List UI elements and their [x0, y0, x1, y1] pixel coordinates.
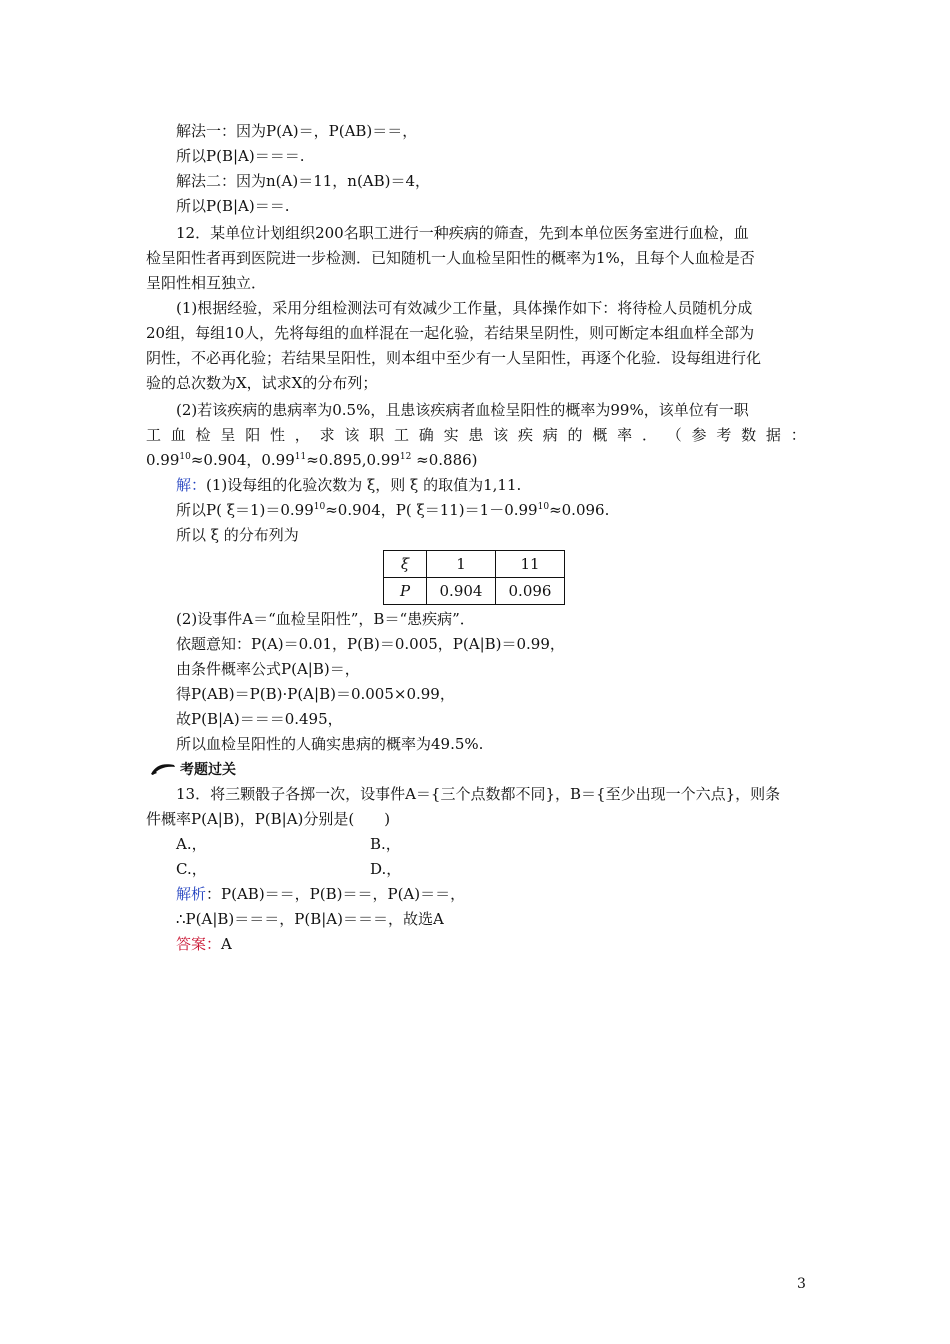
table-row: [384, 578, 565, 605]
problem-12-part2-line-1: (2)若该疾病的患病率为0.5%，且患该疾病者血检呈阳性的概率为99%，该单位有一职: [176, 401, 749, 419]
solution-12-part2-line-5: 故P(B|A)＝＝＝0.495，: [176, 710, 343, 728]
text-run: (1)设每组的化验次数为 ξ，则 ξ 的取值为1,11.: [206, 476, 522, 494]
word: 病: [542, 426, 558, 444]
table-row: [384, 551, 565, 578]
word: 概: [592, 426, 608, 444]
solution-12-part1: [176, 475, 521, 495]
solution-label: 解：: [176, 476, 207, 494]
word: 阳: [245, 426, 261, 444]
word: （: [666, 426, 682, 444]
option-d: D.，: [370, 860, 402, 878]
word: ．: [641, 426, 657, 444]
text-run: ≈0.904，0.99: [190, 451, 295, 469]
text-run: 0.99: [146, 451, 180, 469]
answer-value: A: [221, 935, 232, 953]
word: 疾: [517, 426, 533, 444]
problem-13-line-1: 13．将三颗骰子各掷一次，设事件A＝{三个点数都不同}，B＝{至少出现一个六点}，则条: [176, 785, 781, 803]
problem-12-reference-data: [146, 450, 478, 470]
option-a: A.，: [176, 835, 207, 853]
word: 工: [393, 426, 409, 444]
answer-13: [176, 934, 232, 954]
word: 该: [493, 426, 509, 444]
word: 性: [269, 426, 285, 444]
word: 求: [319, 426, 335, 444]
pen-icon: [150, 762, 176, 776]
table-cell: 0.904: [427, 578, 496, 605]
distribution-table: [383, 550, 565, 605]
table-cell: P: [384, 578, 427, 605]
problem-12-part1-line-1: (1)根据经验，采用分组检测法可有效减少工作量，具体操作如下：将待检人员随机分成: [176, 299, 753, 317]
word: 呈: [220, 426, 236, 444]
word: 该: [344, 426, 360, 444]
solution-12-distribution-intro: 所以 ξ 的分布列为: [176, 526, 299, 544]
exponent: 10: [537, 502, 550, 512]
problem-12-line-1: 12．某单位计划组织200名职工进行一种疾病的筛查，先到本单位医务室进行血检，血: [176, 224, 749, 242]
solution-method-two: 解法二：因为n(A)＝11，n(AB)＝4，: [176, 172, 431, 190]
solution-13-analysis: [176, 884, 465, 904]
exponent: 12: [399, 452, 412, 462]
problem-12-part1-line-4: 验的总次数为X，试求X的分布列；: [146, 374, 378, 392]
word: 率: [617, 426, 633, 444]
text-run: ≈0.895,0.99: [306, 451, 400, 469]
solution-method-two-result: 所以P(B|A)＝＝.: [176, 197, 290, 215]
text-run: ≈0.096.: [549, 501, 610, 519]
analysis-label: 解析: [176, 885, 207, 903]
word: ：: [790, 426, 806, 444]
table-cell: 0.096: [496, 578, 565, 605]
problem-12-line-2: 检呈阳性者再到医院进一步检测．已知随机一人血检呈阳性的概率为1%，且每个人血检是否: [146, 249, 755, 267]
solution-12-part2-line-3: 由条件概率公式P(A|B)＝，: [176, 660, 360, 678]
problem-12-part2-line-2: [146, 425, 806, 445]
answer-label: 答案：: [176, 935, 222, 953]
exponent: 10: [313, 502, 326, 512]
solution-method-one-result: 所以P(B|A)＝＝＝.: [176, 147, 305, 165]
solution-12-part2-line-1: (2)设事件A＝“血检呈阳性”，B＝“患疾病”．: [176, 610, 475, 628]
word: 考: [716, 426, 732, 444]
word: 实: [443, 426, 459, 444]
word: 数: [741, 426, 757, 444]
option-c: C.，: [176, 860, 207, 878]
text-run: ：P(AB)＝＝，P(B)＝＝，P(A)＝＝，: [206, 885, 466, 903]
problem-12-part1-line-2: 20组，每组10人，先将每组的血样混在一起化验，若结果呈阴性，则可断定本组血样全部为: [146, 324, 755, 342]
table-cell: 11: [496, 551, 565, 578]
table-cell: 1: [427, 551, 496, 578]
text-run: ≈0.904，P( ξ＝11)＝1－0.99: [325, 501, 538, 519]
word: 检: [195, 426, 211, 444]
word: 职: [369, 426, 385, 444]
solution-method-one: 解法一：因为P(A)＝，P(AB)＝＝，: [176, 122, 418, 140]
section-heading: [150, 759, 236, 779]
solution-13-conclusion: ∴P(A|B)＝＝＝，P(B|A)＝＝＝，故选A: [176, 910, 444, 928]
solution-12-part2-line-4: 得P(AB)＝P(B)·P(A|B)＝0.005×0.99，: [176, 685, 455, 703]
word: 患: [468, 426, 484, 444]
page-number: 3: [797, 1276, 806, 1292]
word: ，: [294, 426, 310, 444]
word: 的: [567, 426, 583, 444]
option-b: B.，: [370, 835, 401, 853]
problem-13-line-2: 件概率P(A|B)，P(B|A)分别是( ): [146, 810, 391, 828]
problem-12-line-3: 呈阳性相互独立．: [146, 274, 267, 292]
word: 工: [146, 426, 162, 444]
word: 参: [691, 426, 707, 444]
text-run: 所以P( ξ＝1)＝0.99: [176, 501, 314, 519]
problem-12-part1-line-3: 阴性，不必再化验；若结果呈阳性，则本组中至少有一人呈阳性，再逐个化验．设每组进行化: [146, 349, 762, 367]
exponent: 11: [294, 452, 307, 462]
word: 血: [170, 426, 186, 444]
solution-12-part2-line-2: 依题意知：P(A)＝0.01，P(B)＝0.005，P(A|B)＝0.99，: [176, 635, 565, 653]
table-cell: ξ: [384, 551, 427, 578]
solution-12-probabilities: [176, 500, 609, 520]
exponent: 10: [179, 452, 191, 462]
word: 据: [765, 426, 781, 444]
solution-12-part2-line-6: 所以血检呈阳性的人确实患病的概率为49.5%.: [176, 735, 484, 753]
word: 确: [418, 426, 434, 444]
text-run: ≈0.886): [411, 451, 478, 469]
section-title: 考题过关: [180, 762, 236, 778]
